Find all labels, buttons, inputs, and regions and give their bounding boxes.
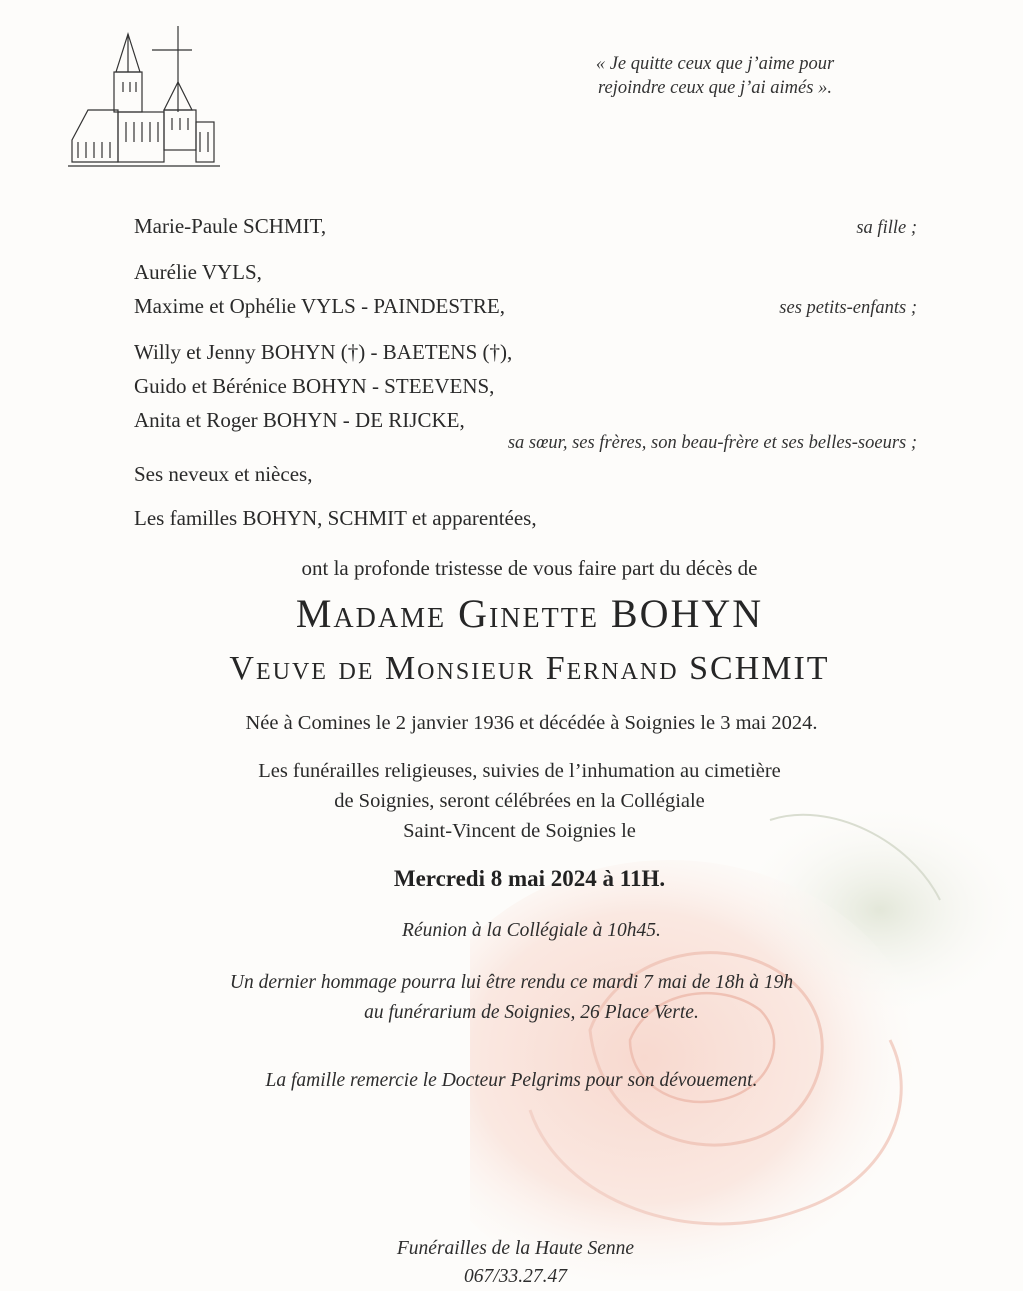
sibling-2: Guido et Bérénice BOHYN - STEEVENS, [134,374,495,398]
funeral-line-2: de Soignies, seront célébrées en la Collégiale [334,790,705,812]
funeral-date: Mercredi 8 mai 2024 à 11H. [393,866,666,891]
deceased-name: Madame Ginette BOHYN [295,591,764,636]
widow-of: Veuve de Monsieur Fernand SCHMIT [229,650,830,687]
tribute-line-2: au funérarium de Soignies, 26 Place Verte. [364,1002,699,1023]
daughter-relation: sa fille ; [856,218,917,238]
sibling-1: Willy et Jenny BOHYN (†) - BAETENS (†), [134,340,513,364]
tribute-line-1: Un dernier hommage pourra lui être rendu ce mardi 7 mai de 18h à 19h [229,972,794,993]
rose-illustration [470,780,1023,1280]
funeral-home-phone: 067/33.27.47 [464,1266,567,1287]
sibling-3: Anita et Roger BOHYN - DE RIJCKE, [134,408,465,432]
epigraph-quote [540,52,890,100]
meeting-info: Réunion à la Collégiale à 10h45. [402,920,661,941]
epigraph-line-1: « Je quitte ceux que j’aime pour [595,54,835,74]
funeral-line-3: Saint-Vincent de Soignies le [403,820,636,842]
nephews-nieces: Ses neveux et nièces, [134,462,313,486]
siblings-relation: sa sœur, ses frères, son beau-frère et ses belles-soeurs ; [507,433,917,453]
announcement-text: ont la profonde tristesse de vous faire part du décès de [301,556,758,580]
funeral-line-1: Les funérailles religieuses, suivies de l’inhumation au cimetière [258,760,781,782]
church-icon [68,22,220,172]
grandchildren-relation: ses petits-enfants ; [779,298,917,318]
funeral-home-name: Funérailles de la Haute Senne [396,1238,635,1259]
thanks-line: La famille remercie le Docteur Pelgrims pour son dévouement. [265,1070,758,1091]
grandchild-1: Aurélie VYLS, [134,260,262,284]
birth-death-dates: Née à Comines le 2 janvier 1936 et décédée à Soignies le 3 mai 2024. [245,712,818,734]
related-families: Les familles BOHYN, SCHMIT et apparentées, [134,506,537,530]
epigraph-line-2: rejoindre ceux que j’ai aimés ». [598,78,832,98]
grandchild-2: Maxime et Ophélie VYLS - PAINDESTRE, [134,294,505,318]
daughter-name: Marie-Paule SCHMIT, [134,214,327,238]
